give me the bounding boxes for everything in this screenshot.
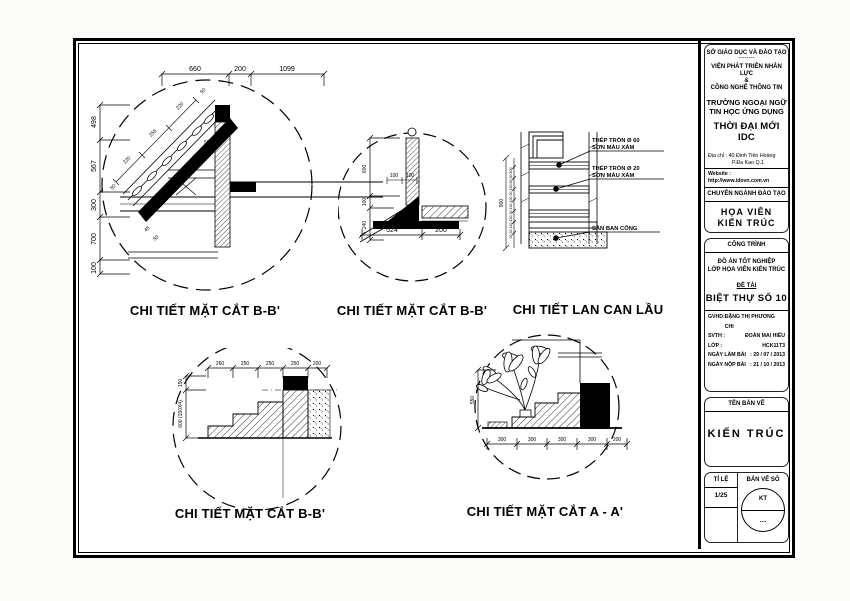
title-block-scale-box <box>704 472 789 543</box>
svg-text:900: 900 <box>499 198 505 208</box>
detail-wall-base-drawing <box>338 118 498 310</box>
d3-rails <box>529 162 597 228</box>
title-block-project-box <box>704 238 789 392</box>
svg-text:300: 300 <box>587 437 597 443</box>
svg-text:50: 50 <box>152 234 161 243</box>
topic-title: BIỆT THỰ SỐ 10 <box>705 293 788 304</box>
detail-planter-steps-drawing <box>452 322 666 508</box>
svg-text:255: 255 <box>148 128 159 139</box>
institute-amp: & <box>744 78 749 84</box>
svg-text:100: 100 <box>389 173 399 179</box>
svg-text:1099: 1099 <box>279 66 295 73</box>
svg-text:SƠN MÀU XÁM: SƠN MÀU XÁM <box>592 145 635 151</box>
svg-text:100: 100 <box>405 173 415 179</box>
major-line2: KIẾN TRÚC <box>717 218 776 228</box>
svg-text:660: 660 <box>189 66 201 73</box>
svg-text:200: 200 <box>612 437 622 443</box>
svg-text:150: 150 <box>178 378 184 388</box>
institute-line2: CÔNG NGHỆ THÔNG TIN <box>710 85 783 91</box>
project-header: CÔNG TRÌNH <box>727 242 766 248</box>
department-name: SỞ GIÁO DỤC VÀ ĐÀO TẠO <box>706 50 787 56</box>
sheet-code: KT <box>742 489 784 511</box>
svg-text:220: 220 <box>122 155 133 166</box>
training-header: CHUYÊN NGÀNH ĐÀO TẠO <box>707 191 786 197</box>
svg-text:300: 300 <box>91 199 98 211</box>
svg-text:300: 300 <box>557 437 567 443</box>
svg-text:498: 498 <box>91 116 98 128</box>
svg-text:600 (150X4): 600 (150X4) <box>178 400 184 428</box>
detail-2-label: CHI TIẾT MẶT CẮT B-B' <box>336 303 488 318</box>
svth-value: ĐOÀN MAI HIẾU <box>744 333 785 339</box>
sheet-number-dots: .... <box>759 517 767 524</box>
detail-1-label: CHI TIẾT MẶT CẮT B-B' <box>129 303 281 318</box>
svg-text:250: 250 <box>240 361 250 367</box>
d2-bottom-dims <box>359 229 463 240</box>
d3-balcony-slab <box>529 232 607 248</box>
svg-text:524: 524 <box>386 227 398 234</box>
lop-value: HCK11T3 <box>762 342 785 349</box>
address-line1: Địa chỉ : 40 Đinh Tiên Hoàng <box>708 153 776 159</box>
title-block-drawing-name-box <box>704 397 789 467</box>
svg-text:SÀN BAN CÔNG: SÀN BAN CÔNG <box>592 226 638 232</box>
scale-value: 1/25 <box>714 492 728 499</box>
svg-text:45: 45 <box>143 225 152 234</box>
divider-dashes: -------- <box>738 55 755 61</box>
svg-text:THÉP TRÒN Ø 20: THÉP TRÒN Ø 20 <box>592 166 640 172</box>
address-line2: P.Đa Kao Q.1 <box>732 159 764 166</box>
d5-lines <box>512 340 602 383</box>
school-line2: TIN HỌC ỨNG DỤNG <box>709 107 784 116</box>
svg-text:SƠN MÀU XÁM: SƠN MÀU XÁM <box>592 173 635 179</box>
d3-window-corner <box>529 132 563 158</box>
detail-4-label: CHI TIẾT MẶT CẮT B-B' <box>174 506 326 521</box>
svg-text:200: 200 <box>435 227 447 234</box>
svg-text:240: 240 <box>362 220 368 230</box>
gvhd-label: GVHD: <box>708 314 725 320</box>
svg-text:100: 100 <box>362 197 368 207</box>
d4-left-dims <box>183 373 206 441</box>
website-line: Website : http://www.idovn.com.vn <box>708 171 770 184</box>
detail-5-label: CHI TIẾT MẶT CẮT A - A' <box>466 504 624 519</box>
ngay-nop-bai-value: : 21 / 10 / 2013 <box>750 361 785 368</box>
svg-text:600: 600 <box>362 164 368 174</box>
d4-steps <box>198 376 337 498</box>
ngay-lam-bai-label: NGÀY LÀM BÀI <box>708 352 746 358</box>
svg-text:53°: 53° <box>204 140 212 146</box>
svg-text:50: 50 <box>199 87 208 96</box>
svg-text:50: 50 <box>109 183 118 192</box>
ngay-lam-bai-value: : 29 / 07 / 2013 <box>750 352 785 358</box>
project-line2: LỚP HỌA VIÊN KIẾN TRÚC <box>707 266 786 273</box>
project-line1: ĐỒ ÁN TỐT NGHIỆP <box>717 259 776 265</box>
lop-label: LỚP : <box>708 342 723 349</box>
svg-text:60 30 140 130 30 130 130 30 13: 60 30 140 130 30 130 130 30 130 60 30 100 <box>509 167 513 239</box>
svg-text:220: 220 <box>175 101 186 112</box>
svg-text:100: 100 <box>91 262 98 274</box>
scale-label: TỈ LỆ <box>713 477 729 483</box>
d5-steps <box>482 383 622 429</box>
detail-3-label: CHI TIẾT LAN CAN LẦU <box>512 302 664 317</box>
svg-text:250: 250 <box>265 361 275 367</box>
institute-line1: VIỆN PHÁT TRIỂN NHÂN LỰC <box>711 64 782 77</box>
sheet-number-header: BẢN VẼ SỐ <box>746 477 780 483</box>
topic-label: ĐỀ TÀI <box>736 283 757 289</box>
svg-text:300: 300 <box>497 437 507 443</box>
brand-name: THỜI ĐẠI MỚI IDC <box>713 121 780 143</box>
sheet-number-stamp <box>741 488 785 532</box>
d1-top-dims <box>159 71 327 86</box>
svg-text:200: 200 <box>234 66 246 73</box>
svg-text:567: 567 <box>91 160 98 172</box>
gvhd-value: ĐẶNG THỊ PHƯƠNG CHI <box>724 314 775 330</box>
major-line1: HỌA VIÊN <box>720 207 773 217</box>
svg-text:THÉP TRÒN Ø 60: THÉP TRÒN Ø 60 <box>592 138 640 144</box>
svth-label: SVTH : <box>708 333 726 339</box>
svg-text:300: 300 <box>527 437 537 443</box>
svg-text:200: 200 <box>312 361 322 367</box>
ngay-nop-bai-label: NGÀY NỘP BÀI <box>708 361 746 368</box>
school-line1: TRƯỜNG NGOẠI NGỮ <box>706 98 787 107</box>
drawing-name: KIẾN TRÚC <box>707 428 786 440</box>
title-block-org-box <box>704 44 789 233</box>
svg-text:700: 700 <box>91 233 98 245</box>
svg-text:250: 250 <box>290 361 300 367</box>
detail-stair-drawing <box>162 348 358 510</box>
detail-railing-drawing <box>492 118 706 270</box>
drawing-name-header: TÊN BẢN VẼ <box>728 401 765 407</box>
svg-text:550: 550 <box>470 395 476 405</box>
svg-text:45: 45 <box>406 212 412 218</box>
svg-text:260: 260 <box>215 361 225 367</box>
